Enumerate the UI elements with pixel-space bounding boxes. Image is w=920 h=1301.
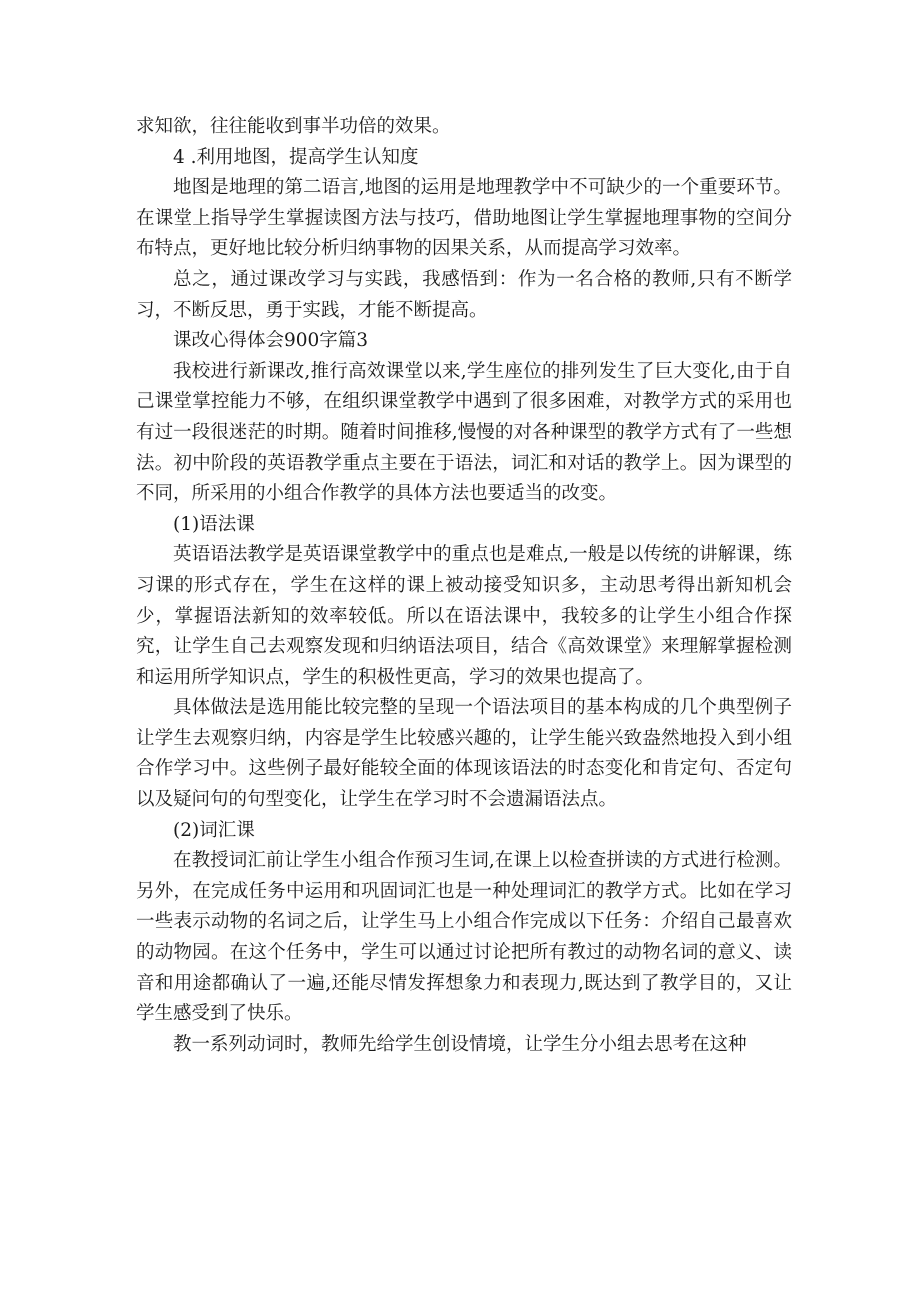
document-body: [136, 112, 792, 1060]
paragraph-summary: 总之，通过课改学习与实践，我感悟到：作为一名合格的教师,只有不断学习，不断反思，勇于实践，才能不断提高。: [136, 268, 792, 321]
paragraph-grammar-method: 具体做法是选用能比较完整的呈现一个语法项目的基本构成的几个典型例子让学生去观察归纳，内容是学生比较感兴趣的，让学生能兴致盎然地投入到小组合作学习中。这些例子最好能较全面的体现该语法的时态变化和肯定句、否定句以及疑问句的句型变化，让学生在学习时不会遗漏语法点。: [136, 697, 792, 811]
section-heading-map: 4 .利用地图，提高学生认知度: [173, 146, 419, 168]
paragraph-continuation: 求知欲，往往能收到事半功倍的效果。: [136, 116, 451, 137]
paragraph-map: 地图是地理的第二语言,地图的运用是地理教学中不可缺少的一个重要环节。在课堂上指导学生掌握读图方法与技巧，借助地图让学生掌握地理事物的空间分布特点，更好地比较分析归纳事物的因果关系，从而提高学习效率。: [136, 177, 792, 260]
paragraph-verbs: 教一系列动词时，教师先给学生创设情境，让学生分小组去思考在这种: [173, 1033, 747, 1055]
section-heading-grammar: (1)语法课: [173, 513, 255, 535]
paragraph-vocabulary: 在教授词汇前让学生小组合作预习生词,在课上以检查拼读的方式进行检测。另外，在完成任务中运用和巩固词汇也是一种处理词汇的教学方式。比如在学习一些表示动物的名词之后，让学生马上小组合作完成以下任务：介绍自己最喜欢的动物园。在这个任务中，学生可以通过讨论把所有教过的动物名词的意义、读音和用途都确认了一遍,还能尽情发挥想象力和表现力,既达到了教学目的，又让学生感受到了快乐。: [136, 850, 792, 1025]
paragraph-intro: 我校进行新课改,推行高效课堂以来,学生座位的排列发生了巨大变化,由于自己课堂掌控能力不够，在组织课堂教学中遇到了很多困难，对教学方式的采用也有过一段很迷茫的时期。随着时间推移,慢慢的对各种课型的教学方式有了一些想法。初中阶段的英语教学重点主要在于语法，词汇和对话的教学上。因为课型的不同，所采用的小组合作教学的具体方法也要适当的改变。: [136, 360, 792, 505]
section-heading-part3: 课改心得体会900字篇3: [173, 330, 369, 352]
paragraph-grammar: 英语语法教学是英语课堂教学中的重点也是难点,一般是以传统的讲解课，练习课的形式存在，学生在这样的课上被动接受知识多，主动思考得出新知机会少，掌握语法新知的效率较低。所以在语法课中，我较多的让学生小组合作探究，让学生自己去观察发现和归纳语法项目，结合《高效课堂》来理解掌握检测和运用所学知识点，学生的积极性更高，学习的效果也提高了。: [136, 544, 792, 688]
section-heading-vocabulary: (2)词汇课: [173, 819, 255, 841]
